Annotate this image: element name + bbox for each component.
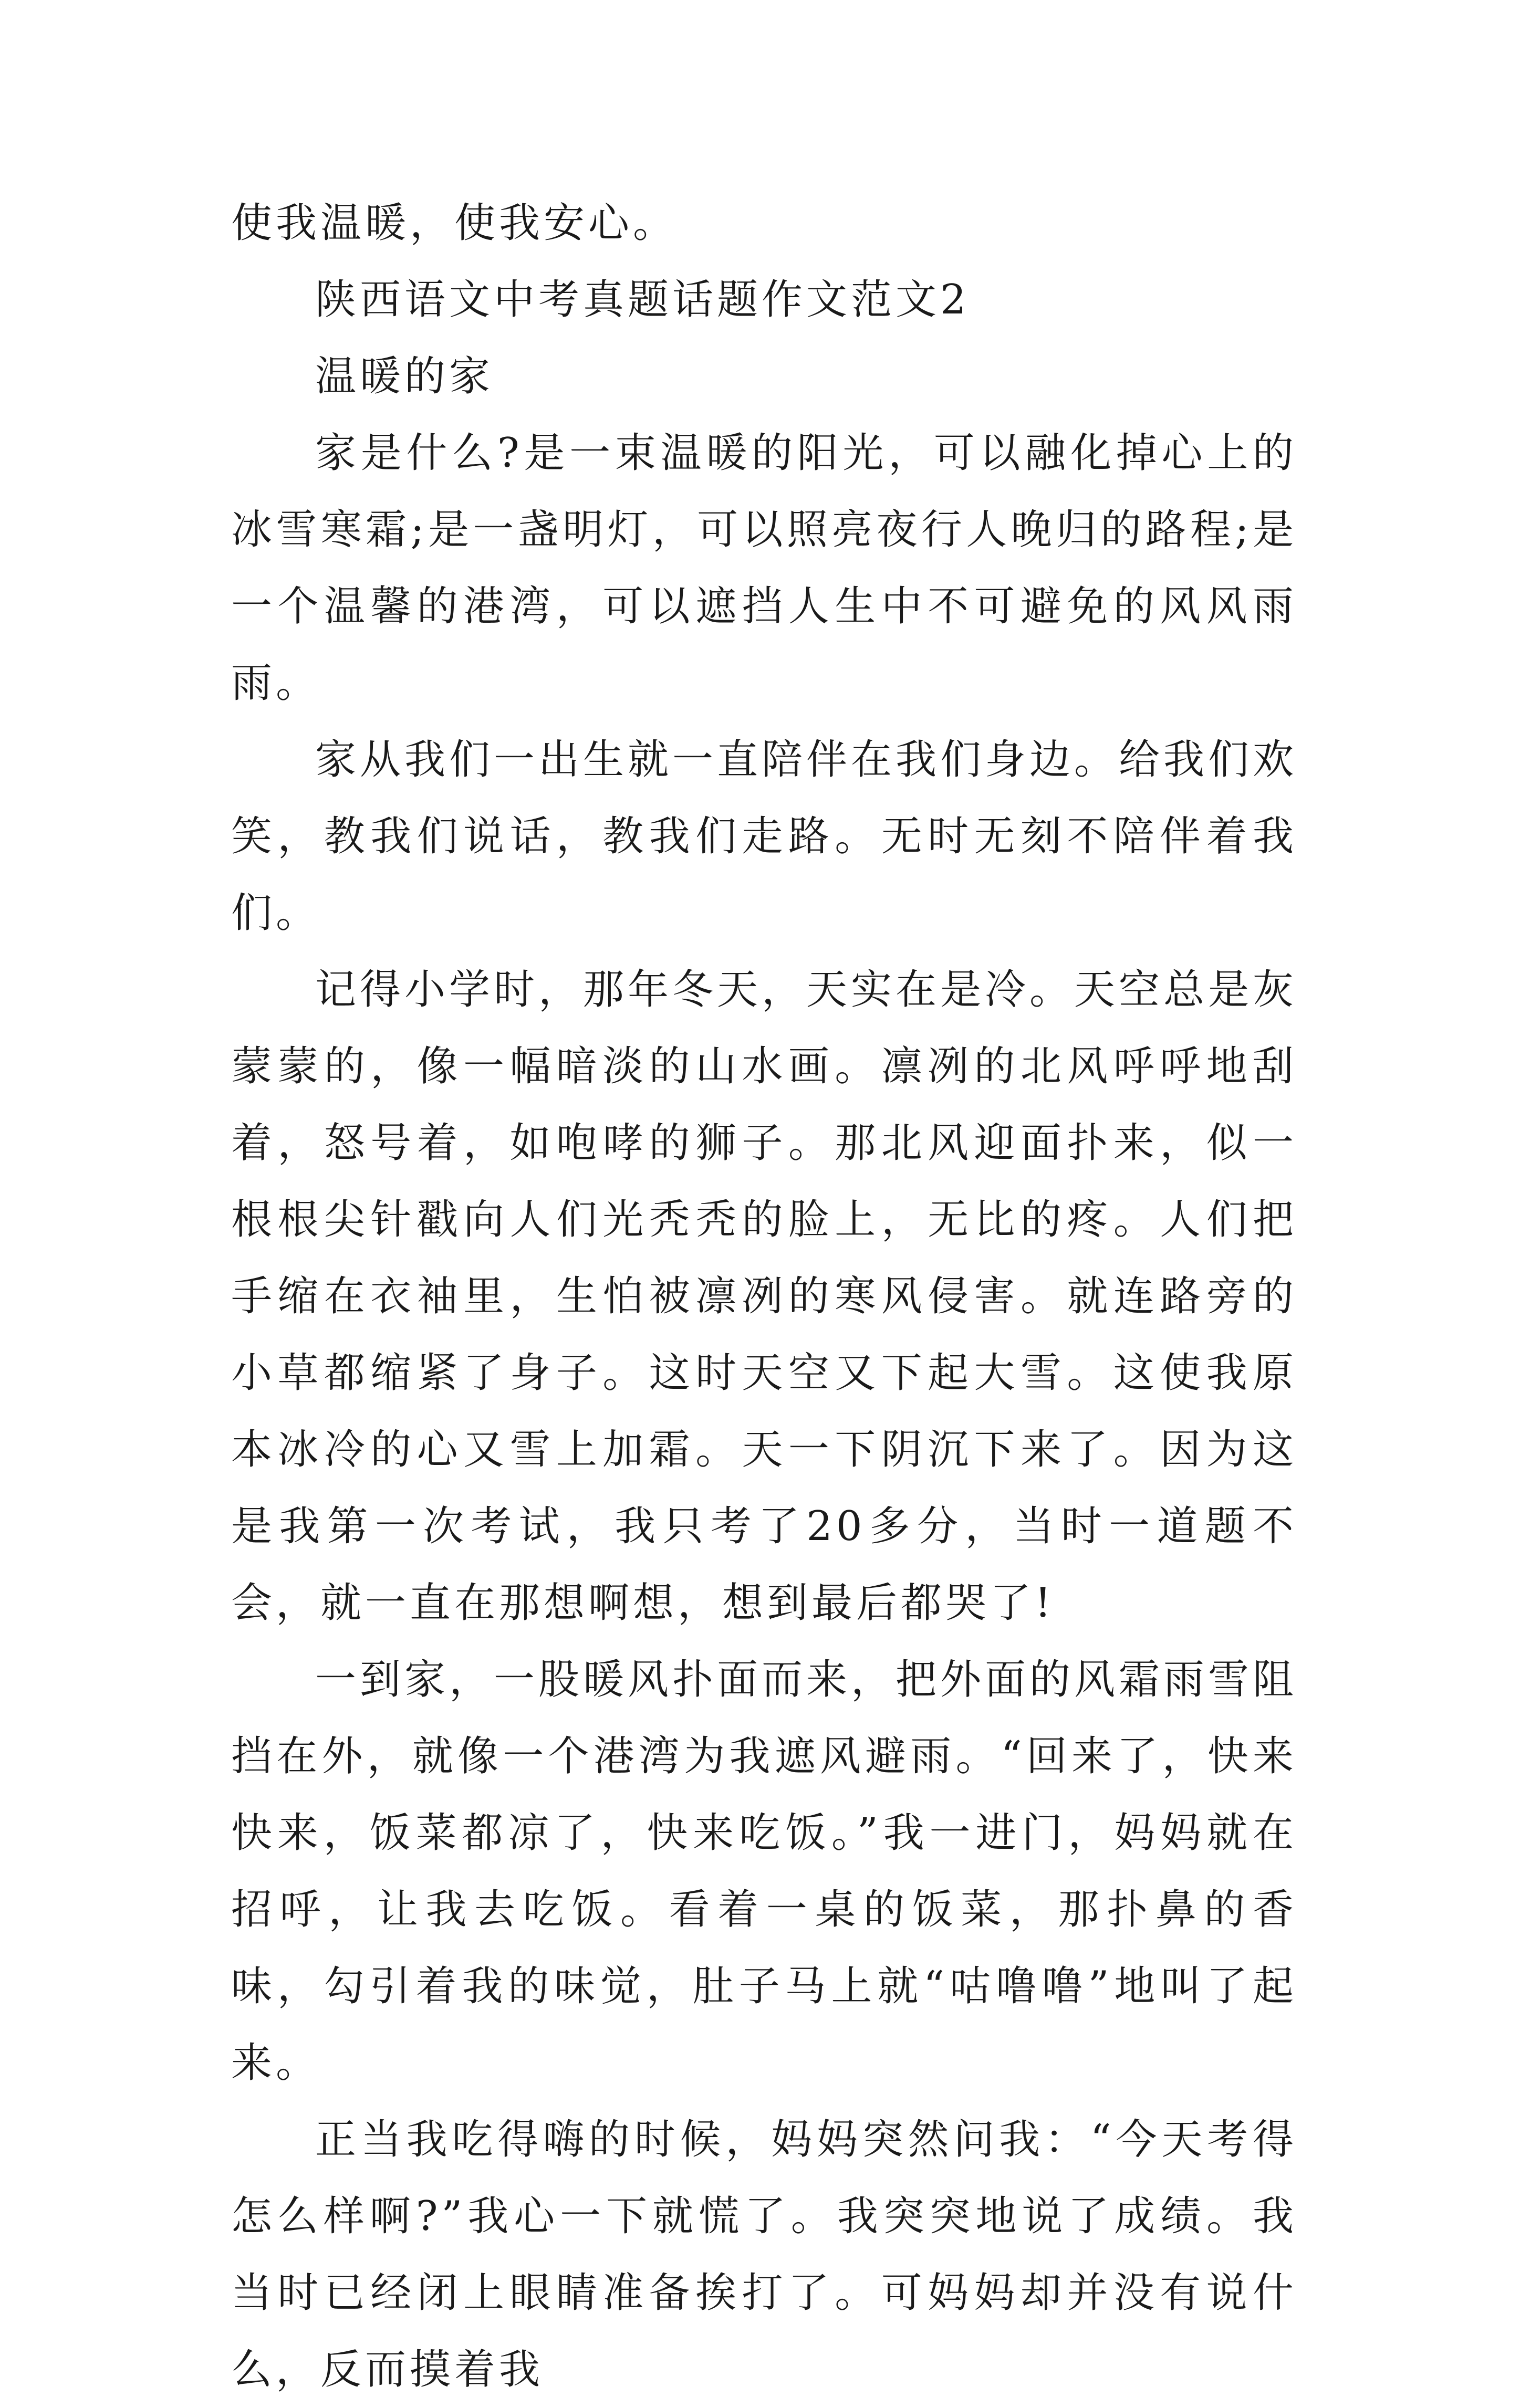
paragraph-5: 家从我们一出生就一直陪伴在我们身边。给我们欢笑，教我们说话，教我们走路。无时无刻不陪伴着我们。 [231,736,1298,937]
paragraph-1: 使我温暖，使我安心。 [231,200,678,247]
document-body [231,185,1297,2408]
paragraph-6: 记得小学时，那年冬天，天实在是冷。天空总是灰蒙蒙的，像一幅暗淡的山水画。凛冽的北风呼呼地刮着，怒号着，如咆哮的狮子。那北风迎面扑来，似一根根尖针戳向人们光秃秃的脸上，无比的疼。人们把手缩在衣袖里，生怕被凛冽的寒风侵害。就连路旁的小草都缩紧了身子。这时天空又下起大雪。这使我原本冰冷的心又雪上加霜。天一下阴沉下来了。因为这是我第一次考试，我只考了20多分，当时一道题不会，就一直在那想啊想，想到最后都哭了! [231,966,1298,1627]
paragraph-4: 家是什么?是一束温暖的阳光，可以融化掉心上的冰雪寒霜;是一盏明灯，可以照亮夜行人晚归的路程;是一个温馨的港湾，可以遮挡人生中不可避免的风风雨雨。 [231,430,1297,707]
paragraph-7: 一到家，一股暖风扑面而来，把外面的风霜雨雪阻挡在外，就像一个港湾为我遮风避雨。“回来了，快来快来，饭菜都凉了，快来吃饭。”我一进门，妈妈就在招呼，让我去吃饭。看着一桌的饭菜，那扑鼻的香味，勾引着我的味觉，肚子马上就“咕噜噜”地叫了起来。 [231,1656,1298,2087]
essay-heading: 陕西语文中考真题话题作文范文2 [315,276,970,323]
essay-title: 温暖的家 [315,353,494,400]
paragraph-8: 正当我吃得嗨的时候，妈妈突然问我：“今天考得怎么样啊?”我心一下就慌了。我突突地说了成绩。我当时已经闭上眼睛准备挨打了。可妈妈却并没有说什么，反而摸着我 [231,2116,1297,2393]
